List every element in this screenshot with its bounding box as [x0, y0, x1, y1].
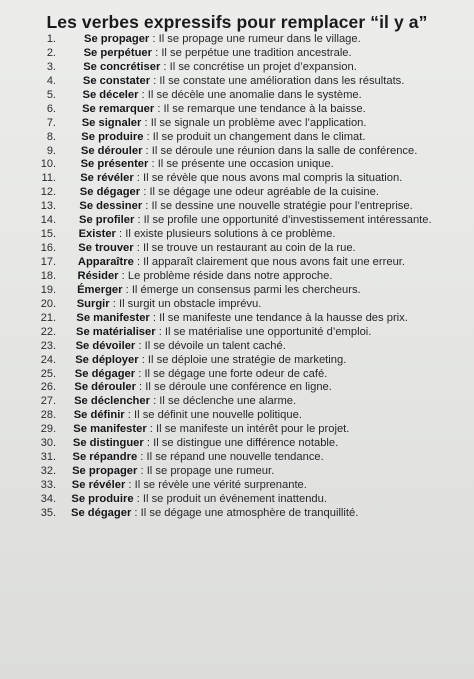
list-item: [0, 200, 474, 214]
verb-term: Se révéler: [80, 172, 134, 185]
list-item: [0, 354, 474, 368]
item-number: 28.: [40, 409, 56, 422]
item-number: 6.: [46, 102, 56, 115]
item-text: [76, 340, 286, 354]
item-number: 2.: [46, 46, 56, 59]
list-item: [0, 242, 474, 256]
example-sentence: : Il se dégage une odeur agréable de la cuisine.: [140, 186, 379, 199]
item-number: 25.: [40, 367, 56, 380]
verb-term: Se perpétuer: [83, 46, 152, 59]
list-item: [0, 409, 474, 423]
item-number: 8.: [46, 130, 56, 143]
verb-term: Se déployer: [75, 353, 139, 366]
item-number: 1.: [46, 33, 56, 45]
example-sentence: : Il se perpétue une tradition ancestrale.: [152, 46, 352, 59]
verb-term: Se distinguer: [72, 437, 144, 450]
item-number: 17.: [40, 256, 56, 268]
item-number: 14.: [40, 214, 56, 227]
example-sentence: : Il se trouve un restaurant au coin de la rue.: [133, 242, 356, 255]
item-text: [81, 145, 417, 159]
verb-term: Se dessiner: [79, 200, 143, 213]
verb-term: Se profiler: [79, 214, 135, 227]
verb-term: Se déceler: [82, 88, 139, 101]
example-sentence: : Il se produit un événement inattendu.: [133, 492, 327, 505]
item-text: [80, 172, 402, 186]
list-item: [0, 395, 474, 409]
list-item: [0, 284, 474, 298]
verb-list: [0, 33, 474, 521]
item-text: [73, 451, 324, 465]
verb-term: Se propager: [72, 465, 138, 478]
list-item: [0, 75, 474, 89]
item-number: 22.: [40, 325, 56, 338]
example-sentence: : Il se décèle une anomalie dans le système.: [138, 88, 362, 101]
list-item: [0, 507, 474, 521]
list-item: [0, 381, 474, 395]
example-sentence: : Il se déclenche une alarme.: [149, 395, 297, 408]
item-text: [74, 395, 296, 409]
example-sentence: : Il se signale un problème avec l’application.: [141, 116, 367, 129]
item-number: 29.: [40, 423, 56, 436]
item-number: 4.: [46, 74, 56, 87]
list-item: [0, 423, 474, 437]
item-number: 21.: [40, 311, 56, 324]
page-title: Les verbes expressifs pour remplacer “il y a”: [46, 12, 428, 32]
example-sentence: : Il se révèle que nous avons mal compris la situation.: [133, 172, 403, 185]
verb-term: Se propager: [84, 33, 150, 45]
list-item: [0, 228, 474, 242]
example-sentence: : Il se révèle une vérité surprenante.: [125, 479, 307, 491]
item-number: 27.: [40, 395, 56, 408]
list-item: [0, 326, 474, 340]
example-sentence: : Il surgit un obstacle imprévu.: [109, 297, 262, 310]
item-number: 18.: [40, 269, 56, 282]
verb-term: Exister: [78, 228, 116, 241]
list-item: [0, 479, 474, 493]
example-sentence: : Il se propage une rumeur.: [137, 465, 275, 478]
list-item: [0, 437, 474, 451]
verb-term: Se définir: [73, 409, 125, 422]
item-text: [84, 33, 361, 47]
example-sentence: : Il apparaît clairement que nous avons fait une erreur.: [133, 256, 406, 268]
item-text: [71, 493, 327, 507]
verb-term: Se constater: [82, 74, 151, 87]
item-text: [75, 354, 346, 368]
verb-term: Se dévoiler: [75, 339, 136, 352]
item-number: 11.: [41, 172, 56, 185]
list-item: [0, 33, 474, 47]
verb-term: Se présenter: [80, 158, 149, 171]
verb-term: Se dégager: [71, 506, 132, 519]
example-sentence: : Il se déploie une stratégie de marketing.: [138, 353, 347, 366]
example-sentence: : Le problème réside dans notre approche.: [118, 269, 333, 282]
list-item: [0, 158, 474, 172]
item-text: [72, 479, 307, 493]
item-number: 3.: [46, 60, 56, 73]
list-item: [0, 131, 474, 145]
example-sentence: : Il se distingue une différence notable.: [143, 437, 339, 450]
item-text: [82, 117, 367, 131]
verb-term: Se dégager: [74, 367, 136, 380]
item-number: 13.: [40, 200, 56, 213]
example-sentence: : Il se dessine une nouvelle stratégie pour l’entreprise.: [142, 200, 413, 213]
verb-term: Se remarquer: [82, 102, 155, 115]
example-sentence: : Il se produit un changement dans le climat.: [143, 130, 366, 143]
example-sentence: : Il se propage une rumeur dans le village.: [149, 33, 361, 45]
example-sentence: : Il se dévoile un talent caché.: [135, 339, 286, 352]
verb-term: Surgir: [76, 297, 110, 310]
item-number: 15.: [40, 228, 56, 241]
item-number: 32.: [40, 465, 56, 478]
item-number: 16.: [40, 242, 56, 255]
verb-term: Se déclencher: [74, 395, 150, 408]
list-item: [0, 89, 474, 103]
item-text: [75, 368, 328, 382]
item-text: [83, 75, 405, 89]
item-text: [81, 158, 334, 172]
item-text: [84, 47, 352, 61]
item-text: [82, 103, 366, 117]
example-sentence: : Il se définit une nouvelle politique.: [124, 409, 302, 422]
example-sentence: : Il se présente une occasion unique.: [148, 158, 334, 171]
verb-term: Se concrétiser: [83, 60, 161, 73]
verb-term: Résider: [77, 269, 119, 282]
list-item: [0, 451, 474, 465]
verb-term: Se matérialiser: [76, 325, 156, 338]
item-number: 30.: [40, 437, 56, 450]
item-text: [73, 423, 349, 437]
list-item: [0, 270, 474, 284]
item-number: 34.: [40, 492, 56, 505]
item-text: [78, 270, 333, 284]
item-number: 10.: [40, 158, 56, 171]
example-sentence: : Il existe plusieurs solutions à ce problème.: [115, 228, 336, 241]
list-item: [0, 493, 474, 507]
item-number: 12.: [40, 186, 56, 199]
item-text: [77, 284, 361, 298]
list-item: [0, 117, 474, 131]
item-text: [76, 312, 407, 326]
item-number: 5.: [46, 88, 56, 101]
verb-term: Se révéler: [71, 479, 126, 491]
item-number: 31.: [40, 451, 56, 464]
item-text: [72, 465, 274, 479]
example-sentence: : Il se matérialise une opportunité d’emploi.: [155, 325, 372, 338]
list-item: [0, 340, 474, 354]
list-item: [0, 145, 474, 159]
item-text: [80, 186, 379, 200]
item-number: 20.: [40, 297, 56, 310]
verb-term: Se manifester: [73, 423, 147, 436]
list-item: [0, 312, 474, 326]
list-item: [0, 172, 474, 186]
item-number: 26.: [40, 381, 56, 394]
item-number: 35.: [40, 506, 56, 519]
item-text: [78, 242, 355, 256]
verb-term: Se produire: [81, 130, 144, 143]
item-number: 33.: [40, 479, 56, 491]
item-text: [83, 61, 357, 75]
example-sentence: : Il se constate une amélioration dans les résultats.: [150, 74, 405, 87]
item-text: [79, 214, 432, 228]
list-item: [0, 368, 474, 382]
item-text: [74, 381, 331, 395]
example-sentence: : Il se dégage une atmosphère de tranquillité.: [131, 506, 359, 519]
item-number: 9.: [46, 144, 56, 157]
verb-term: Apparaître: [77, 256, 134, 268]
item-text: [79, 228, 336, 242]
verb-term: Se dérouler: [74, 381, 136, 394]
list-item: [0, 256, 474, 270]
list-item: [0, 186, 474, 200]
item-text: [76, 326, 371, 340]
example-sentence: : Il se déroule une conférence en ligne.: [135, 381, 332, 394]
verb-term: Se trouver: [78, 242, 134, 255]
list-item: [0, 298, 474, 312]
verb-term: Se signaler: [81, 116, 142, 129]
verb-term: Se produire: [71, 492, 134, 505]
list-item: [0, 214, 474, 228]
example-sentence: : Il se manifeste un intérêt pour le projet.: [146, 423, 350, 436]
item-text: [77, 298, 262, 312]
item-text: [78, 256, 405, 270]
list-item: [0, 61, 474, 75]
item-number: 7.: [46, 116, 56, 129]
example-sentence: : Il se remarque une tendance à la baisse.: [154, 102, 366, 115]
item-number: 24.: [40, 353, 56, 366]
verb-term: Se dérouler: [80, 144, 143, 157]
example-sentence: : Il se répand une nouvelle tendance.: [137, 451, 324, 464]
item-text: [73, 437, 338, 451]
example-sentence: : Il se dégage une forte odeur de café.: [135, 367, 328, 380]
example-sentence: : Il émerge un consensus parmi les chercheurs.: [122, 283, 361, 296]
example-sentence: : Il se concrétise un projet d’expansion.: [160, 60, 357, 73]
list-item: [0, 103, 474, 117]
example-sentence: : Il se profile une opportunité d’investissement intéressante.: [134, 214, 432, 227]
verb-term: Se répandre: [72, 451, 138, 464]
item-text: [71, 507, 358, 521]
verb-term: Émerger: [77, 283, 123, 296]
item-number: 19.: [40, 283, 56, 296]
list-item: [0, 465, 474, 479]
list-item: [0, 47, 474, 61]
verb-term: Se manifester: [76, 311, 150, 324]
example-sentence: : Il se déroule une réunion dans la salle de conférence.: [142, 144, 418, 157]
example-sentence: : Il se manifeste une tendance à la hausse des prix.: [149, 311, 408, 324]
item-text: [83, 89, 362, 103]
item-text: [81, 131, 365, 145]
item-text: [79, 200, 412, 214]
item-text: [74, 409, 302, 423]
verb-term: Se dégager: [79, 186, 141, 199]
item-number: 23.: [40, 339, 56, 352]
